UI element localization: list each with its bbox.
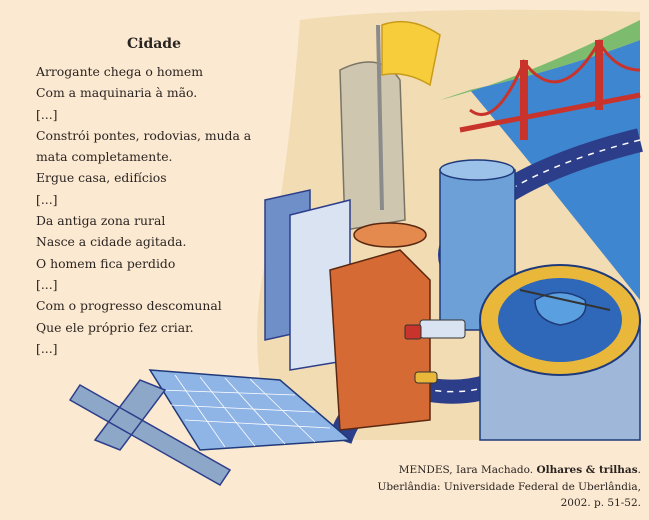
credit-line-2: Uberlândia: Universidade Federal de Uberlândia, bbox=[377, 480, 641, 493]
orange-building bbox=[330, 250, 430, 430]
poem-line: Nasce a cidade agitada. bbox=[36, 234, 187, 250]
credit-period: . bbox=[637, 464, 641, 476]
bridge-tower-right bbox=[595, 40, 603, 110]
poem-line: Com o progresso descomunal bbox=[36, 298, 222, 314]
source-credit bbox=[321, 462, 641, 512]
poem-line: O homem fica perdido bbox=[36, 255, 176, 271]
cylinder-top bbox=[440, 160, 514, 180]
poem-line: Ergue casa, edifícios bbox=[36, 170, 167, 186]
credit-author: MENDES, Iara Machado. bbox=[398, 464, 537, 476]
bridge-tower-left bbox=[520, 60, 528, 140]
poem-line: [...] bbox=[36, 276, 58, 292]
car bbox=[415, 372, 437, 383]
credit-work-title: Olhares & trilhas bbox=[536, 464, 638, 476]
poem-line: Constrói pontes, rodovias, muda a bbox=[36, 127, 252, 143]
credit-line-1 bbox=[321, 462, 641, 479]
poem bbox=[36, 36, 286, 359]
poem-line: [...] bbox=[36, 106, 58, 122]
orange-dome bbox=[354, 223, 426, 247]
poem-line: mata completamente. bbox=[36, 149, 173, 165]
poem-line: [...] bbox=[36, 191, 58, 207]
truck bbox=[420, 320, 465, 338]
poem-title: Cidade bbox=[126, 36, 182, 52]
credit-line-3: 2002. p. 51-52. bbox=[560, 497, 641, 509]
poem-line: Que ele próprio fez criar. bbox=[36, 319, 194, 335]
poem-line: Arrogante chega o homem bbox=[36, 64, 203, 79]
poem-line: Da antiga zona rural bbox=[36, 213, 166, 229]
truck-cab bbox=[405, 325, 421, 339]
poem-line: [...] bbox=[36, 340, 58, 356]
poem-line: Com a maquinaria à mão. bbox=[36, 85, 198, 101]
